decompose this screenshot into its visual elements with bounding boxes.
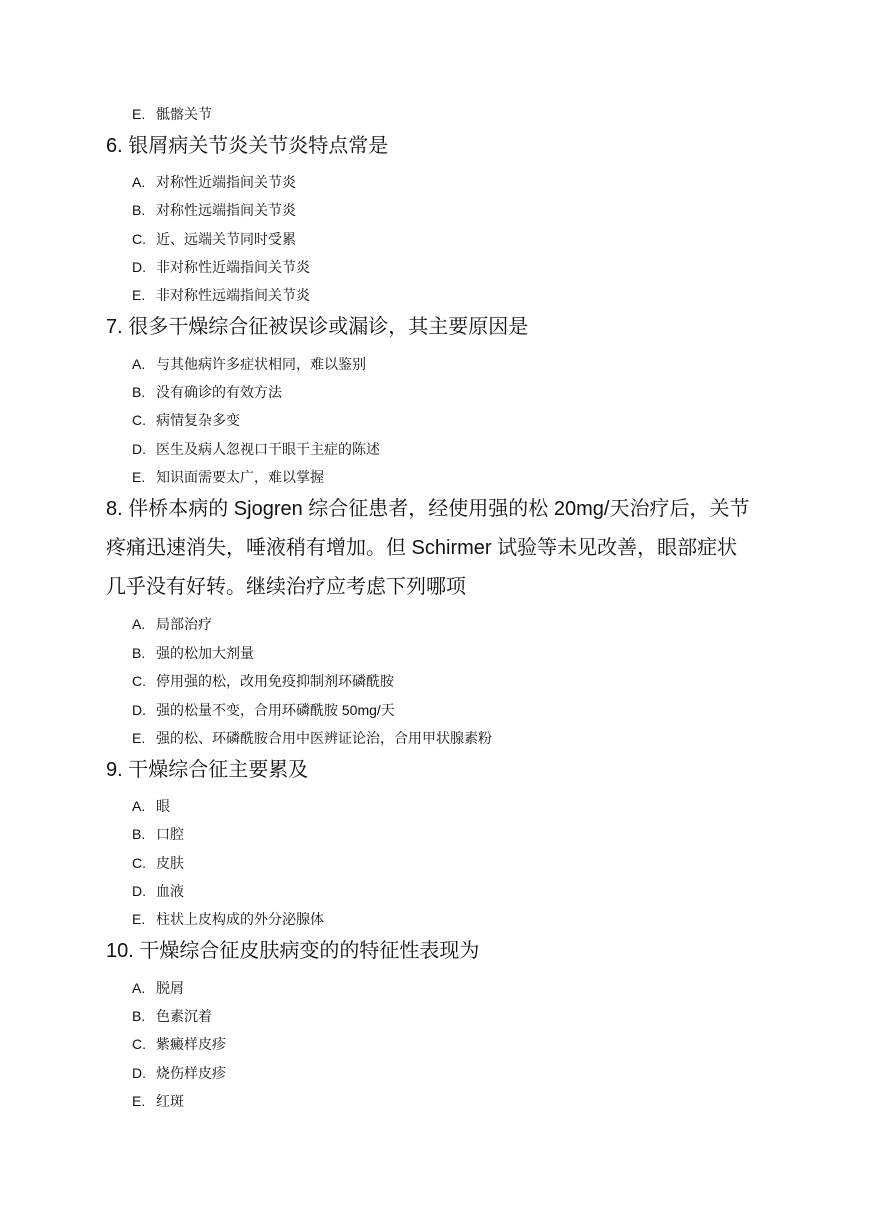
question-6-option-d xyxy=(132,255,310,279)
question-7-option-e xyxy=(132,465,324,489)
option-text: 红斑 xyxy=(156,1093,184,1109)
question-9-option-d xyxy=(132,879,184,903)
question-line xyxy=(106,751,771,790)
option-text: 知识面需要太广，难以掌握 xyxy=(156,469,324,485)
question-8-option-d xyxy=(132,698,395,722)
question-6-option-e xyxy=(132,283,310,307)
option-text: 强的松、环磷酰胺合用中医辨证论治，合用甲状腺素粉 xyxy=(156,730,492,746)
option-letter: B. xyxy=(132,202,146,218)
option-letter: A. xyxy=(132,798,146,814)
option-text: 皮肤 xyxy=(156,855,184,871)
question-line: 疼痛迅速消失，唾液稍有增加。但 Schirmer 试验等未见改善，眼部症状 xyxy=(106,537,738,559)
option-text: 强的松量不变，合用环磷酰胺 50mg/天 xyxy=(156,702,395,718)
option-letter: C. xyxy=(132,855,146,871)
option-text: 眼 xyxy=(156,798,170,814)
question-8-stem xyxy=(106,490,771,607)
option-letter: C. xyxy=(132,412,146,428)
question-9-option-b xyxy=(132,822,184,846)
question-number: 7. xyxy=(106,316,123,338)
option-text: 紫癜样皮疹 xyxy=(156,1036,226,1052)
question-10-option-a xyxy=(132,976,184,1000)
option-text: 烧伤样皮疹 xyxy=(156,1065,226,1081)
question-6-stem xyxy=(106,127,771,166)
question-number: 6. xyxy=(106,135,123,157)
question-6-option-c xyxy=(132,227,296,251)
option-letter: C. xyxy=(132,673,146,689)
question-text: 干燥综合征皮肤病变的的特征性表现为 xyxy=(139,940,480,962)
question-9-option-e xyxy=(132,907,324,931)
option-letter: E. xyxy=(132,730,146,746)
option-letter: D. xyxy=(132,702,146,718)
option-letter: C. xyxy=(132,231,146,247)
question-number: 10. xyxy=(106,940,134,962)
question-7-stem xyxy=(106,308,771,347)
option-text: 骶髂关节 xyxy=(156,106,212,122)
question-7-option-a xyxy=(132,352,366,376)
question-8-option-e xyxy=(132,726,492,750)
option-letter: B. xyxy=(132,1008,146,1024)
option-text: 色素沉着 xyxy=(156,1008,212,1024)
question-10-option-e xyxy=(132,1089,184,1113)
question-8-option-b xyxy=(132,641,254,665)
option-letter: E. xyxy=(132,911,146,927)
option-letter: B. xyxy=(132,645,146,661)
option-text: 对称性近端指间关节炎 xyxy=(156,174,296,190)
question-8-option-a xyxy=(132,612,212,636)
question-9-option-a xyxy=(132,794,170,818)
option-letter: B. xyxy=(132,826,146,842)
question-6-option-a xyxy=(132,170,296,194)
option-text: 非对称性远端指间关节炎 xyxy=(156,287,310,303)
option-letter: E. xyxy=(132,106,146,122)
option-letter: D. xyxy=(132,441,146,457)
option-text: 对称性远端指间关节炎 xyxy=(156,202,296,218)
option-text: 脱屑 xyxy=(156,980,184,996)
question-10-option-c xyxy=(132,1032,226,1056)
option-letter: A. xyxy=(132,980,146,996)
question-10-stem xyxy=(106,932,771,971)
option-letter: A. xyxy=(132,616,146,632)
question-line xyxy=(106,308,771,347)
option-letter: D. xyxy=(132,259,146,275)
question-7-option-d xyxy=(132,437,380,461)
question-text: 伴桥本病的 Sjogren 综合征患者，经使用强的松 20mg/天治疗后，关节 xyxy=(128,498,750,520)
question-7-option-c xyxy=(132,408,240,432)
question-text: 银屑病关节炎关节炎特点常是 xyxy=(128,135,389,157)
option-text: 血液 xyxy=(156,883,184,899)
question-9-option-c xyxy=(132,851,184,875)
question-8-option-c xyxy=(132,669,394,693)
option-item xyxy=(132,102,212,126)
option-text: 病情复杂多变 xyxy=(156,412,240,428)
option-letter: E. xyxy=(132,1093,146,1109)
option-text: 停用强的松，改用免疫抑制剂环磷酰胺 xyxy=(156,673,394,689)
question-10-option-b xyxy=(132,1004,212,1028)
question-7-option-b xyxy=(132,380,282,404)
option-letter: E. xyxy=(132,287,146,303)
question-text: 很多干燥综合征被误诊或漏诊，其主要原因是 xyxy=(128,316,529,338)
option-text: 非对称性近端指间关节炎 xyxy=(156,259,310,275)
option-letter: C. xyxy=(132,1036,146,1052)
question-line xyxy=(106,932,771,971)
option-text: 柱状上皮构成的外分泌腺体 xyxy=(156,911,324,927)
question-10-option-d xyxy=(132,1061,226,1085)
question-text: 干燥综合征主要累及 xyxy=(128,759,309,781)
option-text: 近、远端关节同时受累 xyxy=(156,231,296,247)
option-text: 局部治疗 xyxy=(156,616,212,632)
option-text: 与其他病许多症状相同，难以鉴别 xyxy=(156,356,366,372)
option-text: 没有确诊的有效方法 xyxy=(156,384,282,400)
option-text: 口腔 xyxy=(156,826,184,842)
question-line xyxy=(106,127,771,166)
option-letter: A. xyxy=(132,356,146,372)
question-line: 几乎没有好转。继续治疗应考虑下列哪项 xyxy=(106,576,466,598)
option-letter: E. xyxy=(132,469,146,485)
question-line xyxy=(106,490,771,529)
question-9-stem xyxy=(106,751,771,790)
option-letter: D. xyxy=(132,1065,146,1081)
question-6-option-b xyxy=(132,198,296,222)
option-letter: B. xyxy=(132,384,146,400)
option-text: 医生及病人忽视口干眼干主症的陈述 xyxy=(156,441,380,457)
question-number: 9. xyxy=(106,759,123,781)
option-letter: A. xyxy=(132,174,146,190)
question-number: 8. xyxy=(106,498,123,520)
option-text: 强的松加大剂量 xyxy=(156,645,254,661)
option-letter: D. xyxy=(132,883,146,899)
